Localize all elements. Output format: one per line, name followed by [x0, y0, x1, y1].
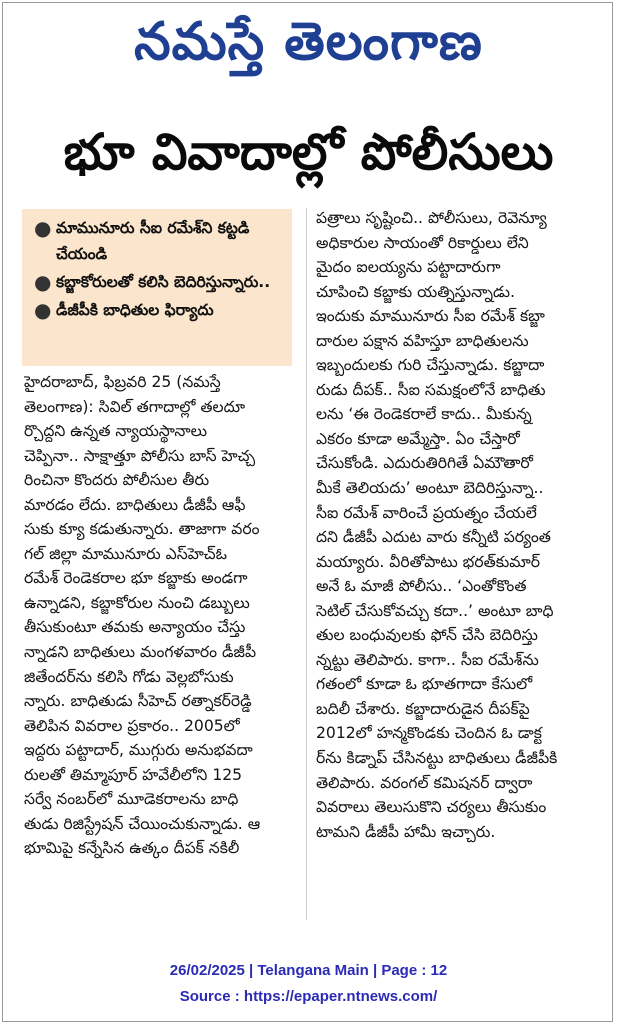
body-line: చేసుకోండి. ఎదురుతిరిగితే ఏమౌతారో — [316, 454, 533, 473]
body-line: న్నట్టు తెలిపారు. కాగా.. సీఐ రమేశ్‌ను — [316, 650, 539, 669]
body-line: ర్చొద్దని ఉన్నత న్యాయస్థానాలు — [24, 422, 208, 441]
body-line: బదిలీ చేశారు. కబ్జాదారుడైన దీపక్‌పై — [316, 699, 530, 718]
body-line: రుడు దీపక్.. సీఐ సమక్షంలోనే బాధితు — [316, 380, 546, 399]
body-line: ఇద్దరు పట్టాదార్, ముగ్గురు అనుభవదా — [24, 741, 253, 760]
body-line: ర్‌ను కిడ్నాప్ చేసినట్టు బాధితులు డీజీపీకి — [316, 749, 558, 768]
bullet-icon: ● — [34, 216, 52, 240]
body-line: ఇందుకు మామునూరు సీఐ రమేశ్ కబ్జా — [316, 307, 545, 326]
body-line: జితేందర్‌ను కలిసి గోడు వెల్లబోసుకు — [24, 667, 234, 686]
body-line: అధికారుల సాయంతో రికార్డులు లేని — [316, 233, 529, 252]
body-line: హైదరాబాద్, ఫిబ్రవరి 25 (నమస్తే — [24, 373, 221, 391]
highlight-item — [32, 297, 284, 323]
body-line: పత్రాలు సృష్టించి.. పోలీసులు, రెవెన్యూ — [316, 209, 547, 227]
highlights-box — [22, 209, 292, 366]
highlight-text: డీజీపీకి బాధితుల ఫిర్యాదు — [56, 301, 214, 319]
body-line: చూపించి కబ్జాకు యత్నిస్తున్నాడు. — [316, 282, 515, 301]
body-line: తీసుకుంటూ తమకు అన్యాయం చేస్తు — [24, 618, 246, 637]
bullet-icon: ● — [34, 270, 52, 294]
body-line: సర్వే నంబర్‌లో మూడెకరాలను బాధి — [24, 790, 239, 809]
body-line: ఇబ్బందులకు గురి చేస్తున్నాడు. కబ్జాదా — [316, 356, 545, 375]
body-line: చెప్పినా.. సాక్షాత్తూ పోలీసు బాస్ హెచ్చ — [24, 446, 256, 465]
newspaper-masthead: నమస్తే తెలంగాణ — [134, 11, 483, 72]
article-left-column — [24, 370, 302, 861]
body-line: రమేశ్ రెండెకరాల భూ కబ్జాకు అండగా — [24, 569, 248, 588]
footer-source-link[interactable]: Source : https://epaper.ntnews.com/ — [179, 988, 438, 1005]
body-line: లను ‘ఈ రెండెకరాలే కాదు.. మీకున్న — [316, 405, 532, 424]
body-line: దారుల పక్షాన వహిస్తూ బాధితులను — [316, 331, 529, 350]
body-line: గల్ జిల్లా మామునూరు ఎస్‌హెచ్‌ఓ — [24, 544, 228, 563]
body-line: న్నారు. బాధితుడు సీహెచ్ రత్నాకర్‌రెడ్డి — [24, 692, 252, 711]
highlight-text: మామునూరు సీఐ రమేశ్‌ని కట్టడి చేయండి — [56, 219, 250, 263]
article-headline: భూ వివాదాల్లో పోలీసులు — [63, 123, 554, 181]
body-line: తుడు రిజిస్ట్రేషన్ చేయించుకున్నాడు. ఆ — [24, 814, 261, 833]
highlight-item — [32, 269, 284, 295]
body-line: గతంలో కూడా ఓ భూతగాదా కేసులో — [316, 675, 533, 694]
body-line: దని డీజీపీ ఎదుట వారు కన్నీటి పర్యంత — [316, 528, 551, 547]
body-line: తెలిపిన వివరాల ప్రకారం.. 2005లో — [24, 716, 240, 735]
body-line: తుల బంధువులకు ఫోన్ చేసి బెదిరిస్తు — [316, 626, 538, 645]
body-line: భూమిపై కన్నేసిన ఉత్కం దీపక్ నకిలీ — [24, 839, 240, 858]
body-line: ఎకరం కూడా అమ్మేస్తా. ఏం చేస్తారో — [316, 429, 520, 448]
body-line: న్నాడని బాధితులు మంగళవారం డీజీపీ — [24, 643, 257, 662]
body-line: రులతో తిమ్మాపూర్ హవేలీలోని 125 — [24, 765, 243, 784]
body-line: రించినా కొందరు పోలీసుల తీరు — [24, 471, 210, 490]
body-line: సీఐ రమేశ్ వారించే ప్రయత్నం చేయలే — [316, 503, 537, 522]
body-line: 2012లో హన్మకొండకు చెందిన ఓ డాక్ట — [316, 724, 542, 743]
column-divider — [306, 208, 307, 920]
body-line: సుకు క్యూ కడుతున్నారు. తాజాగా వరం — [24, 520, 260, 539]
body-line: టామని డీజీపీ హామీ ఇచ్చారు. — [316, 822, 496, 841]
highlight-text: కబ్జాకోరులతో కలిసి బెదిరిస్తున్నారు.. — [56, 273, 271, 291]
bullet-icon: ● — [34, 298, 52, 322]
highlight-item — [32, 215, 284, 267]
body-line: ఉన్నాడని, కబ్జాకోరుల నుంచి డబ్బులు — [24, 593, 250, 612]
body-line: మీకే తెలియదు’ అంటూ బెదిరిస్తున్నా.. — [316, 479, 544, 498]
body-line: సెటిల్ చేసుకోవచ్చు కదా..’ అంటూ బాధి — [316, 601, 554, 620]
body-line: మారడం లేదు. బాధితులు డీజీపీ ఆఫీ — [24, 495, 246, 514]
article-right-column — [316, 206, 602, 844]
body-line: అనే ఓ మాజీ పోలీసు.. ‘ఎంతోకొంత — [316, 577, 527, 596]
body-line: తెలంగాణ): సివిల్ తగాదాల్లో తలదూ — [24, 397, 246, 416]
body-line: మైదం ఐలయ్యను పట్టాదారుగా — [316, 258, 501, 277]
footer-date-page: 26/02/2025 | Telangana Main | Page : 12 — [169, 962, 448, 979]
body-line: వివరాలు తెలుసుకొని చర్యలు తీసుకుం — [316, 798, 547, 817]
body-line: మయ్యారు. వీరితోపాటు భరత్‌కుమార్ — [316, 552, 541, 571]
body-line: తెలిపారు. వరంగల్ కమిషనర్ ద్వారా — [316, 773, 533, 792]
